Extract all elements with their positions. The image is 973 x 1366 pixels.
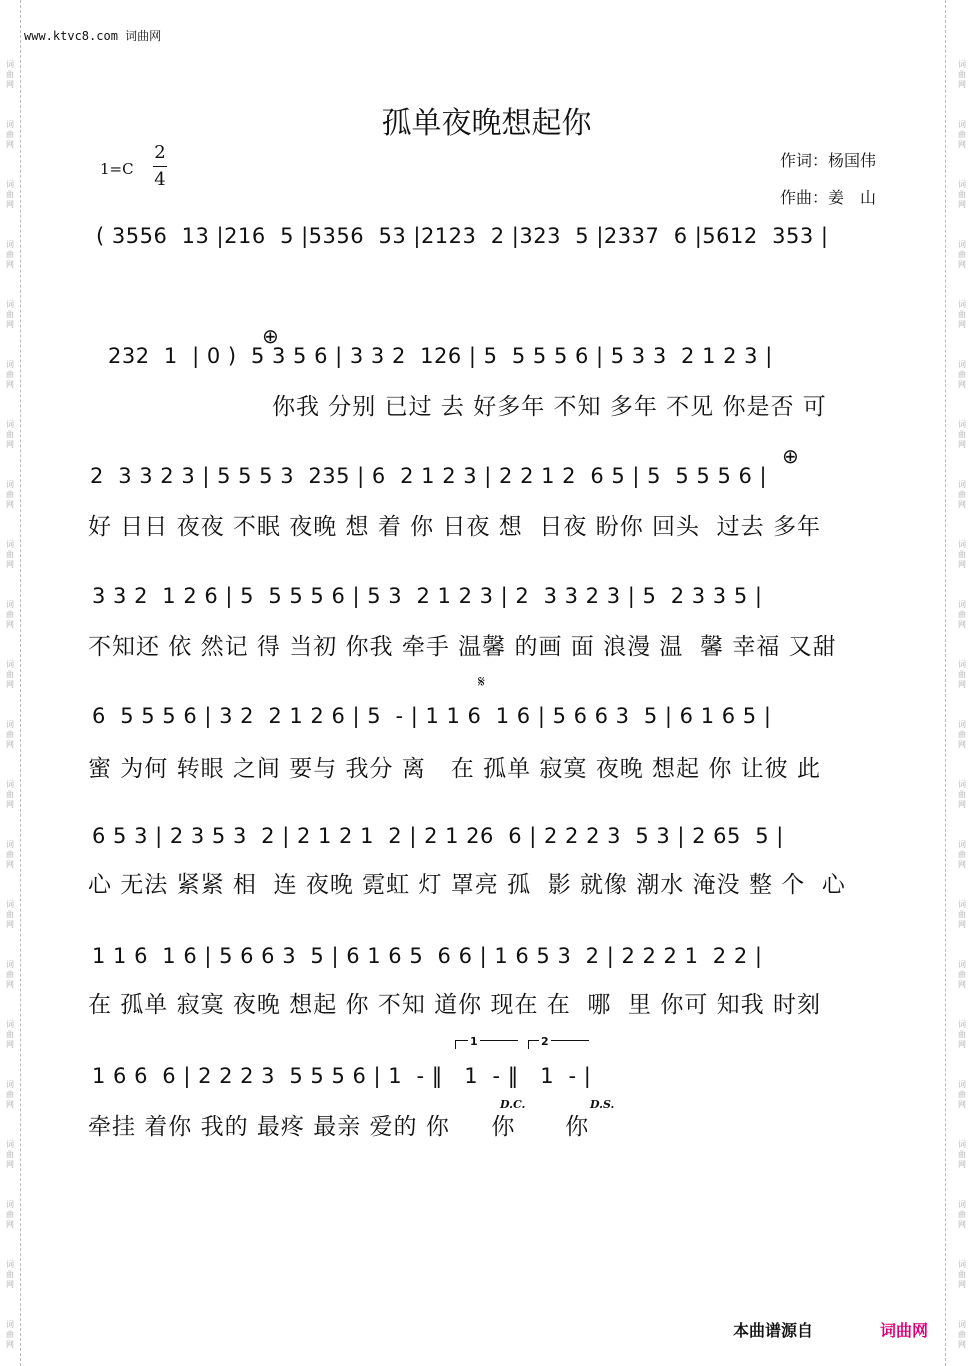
notes-line-8: 1 6 6 6 | 2 2 2 3 5 5 5 6 | 1 - ‖ 1 - ‖ 1 - | [92, 1064, 592, 1088]
side-watermark-text: 词曲网 [958, 480, 966, 509]
lyrics-line-7: 在 孤单 寂寞 夜晚 想起 你 不知 道你 现在 在 哪 里 你可 知我 时刻 [88, 992, 821, 1018]
side-watermark-text: 词曲网 [958, 1080, 966, 1109]
coda-sign-1: ⊕ [262, 324, 279, 348]
side-watermark-text: 词曲网 [6, 240, 14, 269]
side-watermark-text: 词曲网 [6, 420, 14, 449]
side-watermark-text: 词曲网 [6, 180, 14, 209]
side-watermark-text: 词曲网 [958, 900, 966, 929]
side-watermark-text: 词曲网 [958, 1140, 966, 1169]
lyricist-credit: 作词：杨国伟 [780, 151, 877, 170]
ds-mark: D.S. [590, 1098, 615, 1111]
key-signature: 1=C [100, 160, 134, 178]
notes-line-4: 3 3 2 1 2 6 | 5 5 5 5 6 | 5 3 2 1 2 3 | 2 3 3 2 3 | 5 2 3 3 5 | [92, 584, 763, 608]
side-watermark-text: 词曲网 [6, 1140, 14, 1169]
lyrics-line-2: 你我 分别 已过 去 好多年 不知 多年 不见 你是否 可 [272, 394, 827, 420]
notes-line-7: 1 1 6 1 6 | 5 6 6 3 5 | 6 1 6 5 6 6 | 1 6 5 3 2 | 2 2 2 1 2 2 | [92, 944, 763, 968]
side-watermark-text: 词曲网 [6, 360, 14, 389]
lyrics-line-4: 不知还 依 然记 得 当初 你我 牵手 温馨 的画 面 浪漫 温 馨 幸福 又甜 [88, 634, 837, 660]
time-signature [153, 140, 167, 193]
side-watermark-text: 词曲网 [958, 300, 966, 329]
left-watermark-strip [3, 0, 17, 1366]
lyrics-line-3: 好 日日 夜夜 不眠 夜晚 想 着 你 日夜 想 日夜 盼你 回头 过去 多年 [88, 514, 821, 540]
side-watermark-text: 词曲网 [958, 1200, 966, 1229]
side-watermark-text: 词曲网 [958, 1260, 966, 1289]
side-watermark-text: 词曲网 [6, 840, 14, 869]
side-watermark-text: 词曲网 [958, 840, 966, 869]
side-watermark-text: 词曲网 [958, 60, 966, 89]
footer-source-label: 本曲谱源自 [733, 1321, 814, 1340]
side-watermark-text: 词曲网 [958, 1320, 966, 1349]
lyrics-line-5: 蜜 为何 转眼 之间 要与 我分 离 在 孤单 寂寞 夜晚 想起 你 让彼 此 [88, 756, 821, 782]
side-watermark-text: 词曲网 [958, 720, 966, 749]
side-watermark-text: 词曲网 [6, 600, 14, 629]
side-watermark-text: 词曲网 [958, 360, 966, 389]
side-watermark-text: 词曲网 [958, 180, 966, 209]
side-watermark-text: 词曲网 [6, 660, 14, 689]
side-watermark-text: 词曲网 [958, 120, 966, 149]
segno-sign: 𝄋 [478, 672, 485, 691]
side-watermark-text: 词曲网 [6, 300, 14, 329]
side-watermark-text: 词曲网 [958, 1020, 966, 1049]
lyrics-line-6: 心 无法 紧紧 相 连 夜晚 霓虹 灯 罩亮 孤 影 就像 潮水 淹没 整 个 心 [88, 872, 846, 898]
coda-sign-2: ⊕ [782, 444, 799, 468]
right-border [945, 0, 946, 1366]
footer-brand-link[interactable]: 词曲网 [880, 1321, 929, 1340]
left-border [20, 0, 21, 1366]
dc-mark: D.C. [500, 1098, 526, 1111]
side-watermark-text: 词曲网 [6, 1200, 14, 1229]
side-watermark-text: 词曲网 [958, 780, 966, 809]
side-watermark-text: 词曲网 [6, 900, 14, 929]
side-watermark-text: 词曲网 [6, 960, 14, 989]
side-watermark-text: 词曲网 [6, 480, 14, 509]
notes-line-3: 2 3 3 2 3 | 5 5 5 3 235 | 6 2 1 2 3 | 2 2 1 2 6 5 | 5 5 5 5 6 | [90, 464, 768, 488]
site-url[interactable]: www.ktvc8.com 词曲网 [24, 29, 162, 43]
side-watermark-text: 词曲网 [6, 1020, 14, 1049]
lyrics-line-8: 牵挂 着你 我的 最疼 最亲 爱的 你 你 你 [88, 1114, 590, 1140]
time-sig-bottom: 4 [154, 169, 166, 190]
side-watermark-text: 词曲网 [958, 540, 966, 569]
side-watermark-text: 词曲网 [6, 780, 14, 809]
side-watermark-text: 词曲网 [958, 240, 966, 269]
notes-line-5: 6 5 5 5 6 | 3 2 2 1 2 6 | 5 - | 1 1 6 1 6 | 5 6 6 3 5 | 6 1 6 5 | [92, 704, 772, 728]
song-title: 孤单夜晚想起你 [381, 106, 592, 141]
side-watermark-text: 词曲网 [6, 540, 14, 569]
right-watermark-strip [955, 0, 969, 1366]
side-watermark-text: 词曲网 [6, 1320, 14, 1349]
composer-credit: 作曲：姜 山 [780, 188, 877, 207]
side-watermark-text: 词曲网 [958, 420, 966, 449]
volta-1: 1 [455, 1040, 518, 1049]
side-watermark-text: 词曲网 [958, 960, 966, 989]
side-watermark-text: 词曲网 [958, 600, 966, 629]
time-sig-top: 2 [154, 142, 166, 163]
notes-line-1: ( 3556 13 |216 5 |5356 53 |2123 2 |323 5 |2337 6 |5612 353 | [96, 224, 829, 248]
side-watermark-text: 词曲网 [958, 660, 966, 689]
side-watermark-text: 词曲网 [6, 120, 14, 149]
side-watermark-text: 词曲网 [6, 60, 14, 89]
side-watermark-text: 词曲网 [6, 1080, 14, 1109]
side-watermark-text: 词曲网 [6, 720, 14, 749]
side-watermark-text: 词曲网 [6, 1260, 14, 1289]
notes-line-6: 6 5 3 | 2 3 5 3 2 | 2 1 2 1 2 | 2 1 26 6 | 2 2 2 3 5 3 | 2 65 5 | [92, 824, 784, 848]
volta-2: 2 [528, 1040, 589, 1049]
notes-line-2: 232 1 | 0 ) 5 3 5 6 | 3 3 2 126 | 5 5 5 5 6 | 5 3 3 2 1 2 3 | [108, 344, 773, 368]
